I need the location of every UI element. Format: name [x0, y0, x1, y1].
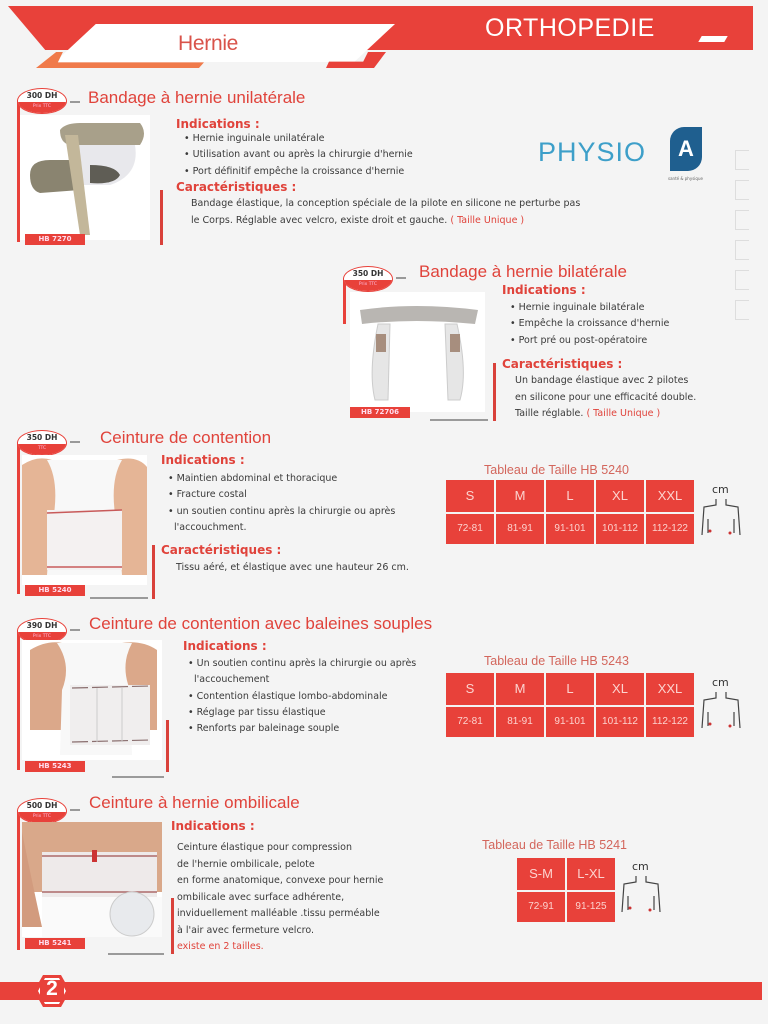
- product-code: HB 5241: [25, 938, 85, 949]
- size-label: XXL: [646, 673, 694, 705]
- unit-label: cm: [632, 860, 649, 873]
- accent-bar: [493, 363, 496, 421]
- characteristics-heading: Caractéristiques :: [502, 357, 623, 371]
- binder-hole: [735, 300, 749, 320]
- price-badge: [17, 798, 67, 824]
- price-connector: [396, 277, 406, 279]
- size-range: 101-112: [596, 707, 644, 737]
- page-number: 2: [46, 977, 58, 1000]
- divider: [90, 597, 148, 599]
- waist-measure-icon: [700, 483, 744, 539]
- umbilical-belt-illustration: [22, 822, 162, 937]
- indication-item: l'accouchement: [188, 674, 270, 686]
- header-dash: [698, 36, 727, 42]
- torso-belt-illustration: [22, 455, 147, 585]
- indication-item: • Utilisation avant ou après la chirurgie d'hernie: [184, 149, 413, 161]
- binder-hole: [735, 180, 749, 200]
- indications-list: [188, 656, 416, 737]
- size-label: L: [546, 673, 594, 705]
- price-connector: [70, 809, 80, 811]
- accent-bar: [171, 898, 174, 954]
- product-image: [350, 292, 485, 412]
- characteristics-line: Bandage élastique, la conception spéciale de la pilote en silicone ne perturbe pas: [191, 198, 581, 209]
- logo-wordmark: PHYSIO: [538, 137, 647, 167]
- characteristics-line: Un bandage élastique avec 2 pilotes: [515, 375, 689, 386]
- indication-item: • Empêche la croissance d'hernie: [510, 318, 670, 330]
- accent-bar: [160, 190, 163, 245]
- size-label: S: [446, 673, 494, 705]
- description-line: ombilicale avec surface adhérente,: [177, 891, 345, 903]
- binder-hole: [735, 270, 749, 290]
- section-title: Hernie: [178, 32, 239, 55]
- size-table: [517, 858, 615, 922]
- unit-label: cm: [712, 483, 729, 496]
- indication-item: • Port pré ou post-opératoire: [510, 334, 648, 346]
- characteristics-line: en silicone pour une efficacité double.: [515, 391, 697, 403]
- size-range: 112-122: [646, 514, 694, 544]
- size-table: [446, 673, 694, 737]
- size-label: XL: [596, 480, 644, 512]
- product-image: [22, 640, 162, 760]
- indication-item: • Renforts par baleinage souple: [188, 723, 340, 735]
- price-badge: [343, 266, 393, 292]
- price-badge: [17, 88, 67, 114]
- indications-list: [510, 300, 669, 349]
- hernia-belt-illustration: [20, 115, 150, 240]
- size-table-title: Tableau de Taille HB 5241: [482, 838, 628, 852]
- accent-bar: [152, 545, 155, 599]
- product-ribbon: [17, 630, 20, 770]
- price-note: Prix TTC: [18, 812, 66, 824]
- price-badge: [17, 430, 67, 456]
- size-table-title: Tableau de Taille HB 5243: [484, 654, 630, 668]
- price-note: TTC: [18, 444, 66, 456]
- size-note: existe en 2 tailles.: [177, 941, 264, 952]
- indication-item: l'accouchment.: [168, 521, 247, 533]
- binder-hole: [735, 210, 749, 230]
- characteristics-heading: Caractéristiques :: [161, 543, 282, 557]
- price-value: 300 DH: [26, 91, 58, 100]
- physio-logo: [538, 127, 708, 187]
- footer-band: [0, 982, 752, 1000]
- divider: [430, 419, 488, 421]
- size-table: [446, 480, 694, 544]
- accent-bar: [166, 720, 169, 772]
- price-connector: [70, 101, 80, 103]
- size-note: ( Taille Unique ): [450, 214, 525, 226]
- size-label: M: [496, 673, 544, 705]
- product-code: HB 72706: [350, 407, 410, 418]
- characteristics-line: le Corps. Réglable avec velcro, existe droit et gauche.: [191, 214, 448, 226]
- size-range: 81-91: [496, 707, 544, 737]
- characteristics-line: Tissu aéré, et élastique avec une hauteur 26 cm.: [176, 562, 409, 573]
- size-label: S-M: [517, 858, 565, 890]
- description-text: [177, 840, 383, 956]
- size-label: XL: [596, 673, 644, 705]
- characteristics-text: [515, 373, 696, 423]
- price-note: Prix TTC: [18, 102, 66, 114]
- indication-item: • un soutien continu après la chirurgie ou après: [168, 505, 396, 517]
- indications-list: [168, 471, 395, 536]
- indication-item: • Maintien abdominal et thoracique: [168, 473, 338, 484]
- description-line: inviduellement malléable .tissu perméable: [177, 908, 380, 919]
- price-value: 390 DH: [26, 621, 58, 630]
- price-value: 500 DH: [26, 801, 58, 810]
- size-table-title: Tableau de Taille HB 5240: [484, 463, 630, 477]
- size-label: S: [446, 480, 494, 512]
- characteristics-heading: Caractéristiques :: [176, 180, 297, 194]
- indications-heading: Indications :: [176, 117, 260, 131]
- size-range: 112-122: [646, 707, 694, 737]
- torso-belt-baleines-illustration: [22, 640, 162, 760]
- bilateral-belt-illustration: [350, 292, 485, 412]
- price-note: Prix TTC: [18, 632, 66, 644]
- product-ribbon: [17, 810, 20, 950]
- characteristics-text: [176, 560, 409, 577]
- logo-mark: A: [670, 127, 702, 171]
- size-range: 101-112: [596, 514, 644, 544]
- divider: [108, 953, 164, 955]
- product-code: HB 7270: [25, 234, 85, 245]
- product-title: Bandage à hernie unilatérale: [88, 88, 306, 107]
- product-title: Ceinture de contention: [100, 428, 272, 447]
- size-label: XXL: [646, 480, 694, 512]
- binder-hole: [735, 150, 749, 170]
- indication-item: • Contention élastique lombo-abdominale: [188, 690, 388, 702]
- characteristics-text: [191, 196, 580, 229]
- indications-heading: Indications :: [171, 819, 255, 833]
- price-connector: [70, 629, 80, 631]
- product-image: [22, 822, 162, 937]
- size-label: L: [546, 480, 594, 512]
- size-range: 72-81: [446, 514, 494, 544]
- logo-tagline: santé & physique: [668, 176, 703, 181]
- waist-measure-icon: [620, 860, 664, 916]
- indication-item: • Hernie inguinale bilatérale: [510, 302, 645, 313]
- indications-list: [184, 131, 413, 180]
- product-code: HB 5240: [25, 585, 85, 596]
- product-title: Ceinture de contention avec baleines souples: [89, 614, 433, 633]
- price-value: 350 DH: [352, 269, 384, 278]
- binder-hole: [735, 240, 749, 260]
- waist-measure-icon: [700, 676, 744, 732]
- size-range: 72-81: [446, 707, 494, 737]
- description-line: Ceinture élastique pour compression: [177, 842, 353, 853]
- size-range: 81-91: [496, 514, 544, 544]
- size-note: ( Taille Unique ): [586, 408, 661, 419]
- size-range: 72-91: [517, 892, 565, 922]
- price-note: Prix TTC: [344, 280, 392, 292]
- indications-heading: Indications :: [502, 283, 586, 297]
- size-range: 91-101: [546, 514, 594, 544]
- description-line: de l'hernie ombilicale, pelote: [177, 858, 315, 870]
- unit-label: cm: [712, 676, 729, 689]
- product-code: HB 5243: [25, 761, 85, 772]
- size-range: 91-101: [546, 707, 594, 737]
- indication-item: • Un soutien continu après la chirurgie ou après: [188, 658, 417, 669]
- size-label: L-XL: [567, 858, 615, 890]
- product-image: [20, 115, 150, 240]
- indications-heading: Indications :: [161, 453, 245, 467]
- divider: [112, 776, 164, 778]
- indications-heading: Indications :: [183, 639, 267, 653]
- footer-edge: [752, 982, 762, 1000]
- indication-item: • Réglage par tissu élastique: [188, 706, 326, 718]
- product-title: Bandage à hernie bilatérale: [419, 262, 627, 281]
- indication-item: • Port définitif empêche la croissance d'hernie: [184, 165, 405, 177]
- price-connector: [70, 441, 80, 443]
- description-line: en forme anatomique, convexe pour hernie: [177, 875, 384, 886]
- size-range: 91-125: [567, 892, 615, 922]
- characteristics-line: Taille réglable.: [515, 408, 584, 419]
- product-image: [22, 455, 147, 585]
- size-label: M: [496, 480, 544, 512]
- price-value: 350 DH: [26, 433, 58, 442]
- product-title: Ceinture à hernie ombilicale: [89, 793, 300, 812]
- product-ribbon: [17, 442, 20, 594]
- indication-item: • Fracture costal: [168, 489, 247, 501]
- description-line: à l'air avec fermeture velcro.: [177, 924, 315, 936]
- category-title: ORTHOPEDIE: [485, 14, 655, 42]
- indication-item: • Hernie inguinale unilatérale: [184, 133, 325, 144]
